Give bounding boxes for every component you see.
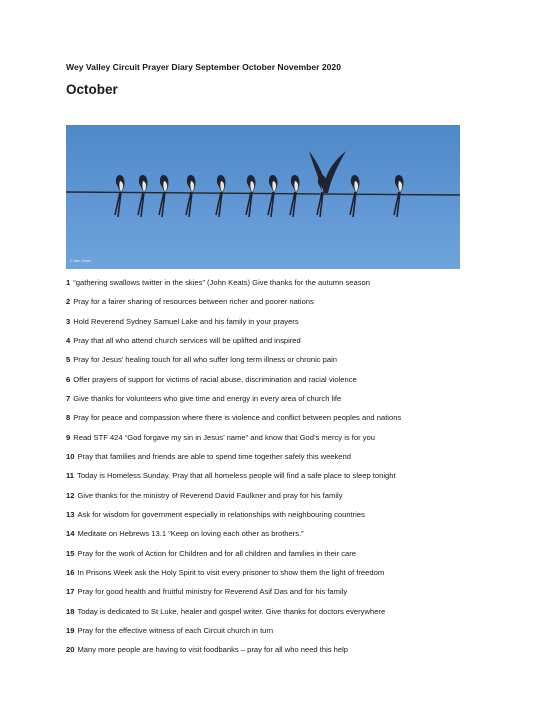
entry-day: 3 xyxy=(66,316,71,326)
prayer-entry xyxy=(66,585,486,604)
entry-text: Hold Reverend Sydney Samuel Lake and his family in your prayers xyxy=(73,316,299,326)
month-heading: October xyxy=(66,82,118,97)
entry-text: Today is Homeless Sunday. Pray that all homeless people will find a safe place to sleep tonight xyxy=(77,471,396,481)
entry-day: 20 xyxy=(66,645,75,655)
entry-text: Give thanks for volunteers who give time and energy in every area of church life xyxy=(73,393,342,403)
entry-day: 9 xyxy=(66,432,71,442)
entry-day: 1 xyxy=(66,278,71,287)
entry-day: 17 xyxy=(66,587,75,597)
prayer-entry xyxy=(66,392,486,411)
entry-text: Today is dedicated to St Luke, healer and gospel writer. Give thanks for doctors everywhere xyxy=(77,606,386,616)
photo-credit: © Alan Jones xyxy=(70,259,91,263)
entry-day: 14 xyxy=(66,529,75,539)
entry-text: Pray for good health and fruitful ministry for Reverend Asif Das and for his family xyxy=(77,587,348,597)
prayer-entry xyxy=(66,295,486,314)
entry-text: Pray that all who attend church services will be uplifted and inspired xyxy=(73,335,301,345)
swallows-on-wire-image xyxy=(66,125,460,269)
prayer-entry xyxy=(66,547,486,566)
entry-text: Pray for the work of Action for Children and for all children and families in their care xyxy=(77,548,357,558)
entry-text: Meditate on Hebrews 13.1 “Keep on loving each other as brothers.” xyxy=(77,529,304,539)
entry-text: Ask for wisdom for government especially in relationships with neighbouring countries xyxy=(77,509,365,519)
prayer-entry xyxy=(66,643,486,662)
entry-day: 13 xyxy=(66,509,75,519)
entry-text: Pray for Jesus’ healing touch for all who suffer long term illness or chronic pain xyxy=(73,355,338,365)
entry-text: Many more people are having to visit foodbanks – pray for all who need this help xyxy=(77,645,349,655)
prayer-entry xyxy=(66,373,486,392)
entry-day: 12 xyxy=(66,490,75,500)
prayer-entry xyxy=(66,315,486,334)
entry-text: Pray for a fairer sharing of resources between richer and poorer nations xyxy=(73,297,314,307)
swallows-photo xyxy=(66,125,460,269)
entry-day: 16 xyxy=(66,567,75,577)
prayer-entry xyxy=(66,411,486,430)
prayer-entry xyxy=(66,276,486,295)
prayer-entry xyxy=(66,527,486,546)
prayer-entry xyxy=(66,508,486,527)
prayer-entry xyxy=(66,334,486,353)
prayer-entry xyxy=(66,489,486,508)
entry-text: Pray for peace and compassion where there is violence and conflict between peoples and nations xyxy=(73,413,402,423)
document-title: Wey Valley Circuit Prayer Diary September October November 2020 xyxy=(66,62,341,72)
entry-day: 18 xyxy=(66,606,75,616)
prayer-entry xyxy=(66,624,486,643)
sky xyxy=(66,125,460,269)
entry-text: “gathering swallows twitter in the skies” (John Keats) Give thanks for the autumn season xyxy=(73,278,370,287)
entry-day: 5 xyxy=(66,355,71,365)
prayer-entry xyxy=(66,605,486,624)
entry-day: 4 xyxy=(66,335,71,345)
entry-day: 2 xyxy=(66,297,71,307)
entry-day: 11 xyxy=(66,471,75,481)
prayer-entry xyxy=(66,353,486,372)
prayer-entry xyxy=(66,450,486,469)
entry-text: Pray that families and friends are able to spend time together safely this weekend xyxy=(77,451,351,461)
entry-text: Pray for the effective witness of each Circuit church in turn xyxy=(77,625,274,635)
entry-text: Give thanks for the ministry of Reverend David Faulkner and pray for his family xyxy=(77,490,343,500)
entry-day: 10 xyxy=(66,451,75,461)
entry-text: Offer prayers of support for victims of racial abuse, discrimination and racial violence xyxy=(73,374,357,384)
entry-day: 15 xyxy=(66,548,75,558)
prayer-list xyxy=(66,276,486,663)
entry-text: Read STF 424 “God forgave my sin in Jesus’ name” and know that God’s mercy is for you xyxy=(73,432,376,442)
prayer-entry xyxy=(66,431,486,450)
prayer-entry xyxy=(66,566,486,585)
entry-day: 6 xyxy=(66,374,71,384)
entry-day: 7 xyxy=(66,393,71,403)
entry-day: 8 xyxy=(66,413,71,423)
entry-day: 19 xyxy=(66,625,75,635)
prayer-entry xyxy=(66,469,486,488)
entry-text: In Prisons Week ask the Holy Spirit to visit every prisoner to show them the light of freedom xyxy=(77,567,385,577)
